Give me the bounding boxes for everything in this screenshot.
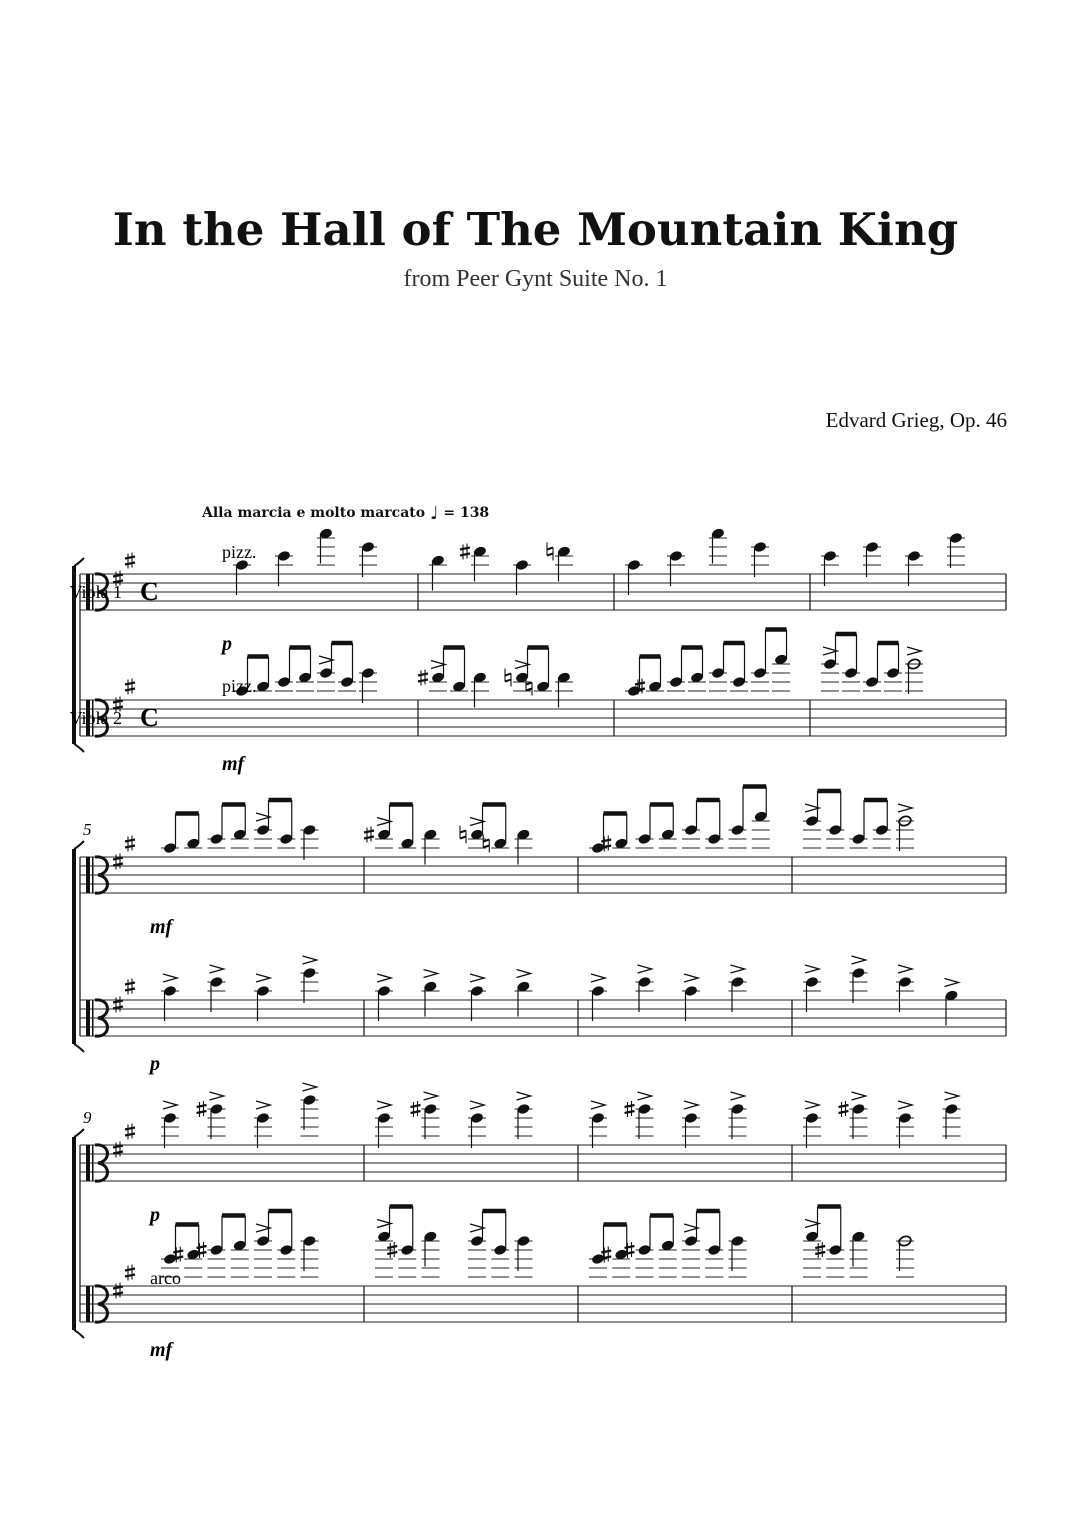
score-subtitle: from Peer Gynt Suite No. 1 [403,266,668,292]
instrument-label-viola-2: Viola 2 [69,708,122,728]
accent-mark [805,965,819,973]
accent-mark [898,804,912,812]
sharp-bar [625,1246,635,1248]
accent-mark [377,974,391,982]
accent-mark [470,974,484,982]
sharp-bar [364,831,374,833]
natural-bar [483,840,489,842]
accent-mark [684,974,698,982]
alto-clef-thick-bar [86,1000,90,1036]
pizzicato-marking: pizz. [222,676,257,696]
sharp-icon [460,544,470,560]
sharp-bar [113,1001,123,1003]
accent-mark [470,1101,484,1109]
natural-icon [483,835,489,853]
sharp-bar [125,557,135,559]
dynamic-marking: p [150,1053,160,1075]
natural-bar [547,554,553,556]
sharp-bar [601,840,611,842]
tempo-text: Alla marcia e molto marcato [202,505,426,521]
accent-mark [210,965,224,973]
sharp-bar [839,1111,849,1113]
pizzicato-marking: pizz. [222,542,257,562]
sharp-bar [197,1105,207,1107]
natural-bar [526,689,532,691]
accent-mark [898,965,912,973]
key-sharp-c-icon [125,1265,135,1281]
sharp-bar [460,548,470,550]
score-title: In the Hall of The Mountain King [112,203,959,256]
natural-icon [505,669,511,687]
accent-mark [731,1092,745,1100]
dynamic-marking: mf [150,916,173,938]
key-sharp-f-icon [113,1283,123,1299]
dynamic-marking: mf [222,753,245,775]
accent-mark [898,1101,912,1109]
sharp-bar [625,1105,635,1107]
key-sharp-c-icon [125,1124,135,1140]
common-time-icon: C [140,577,159,606]
sharp-bar [125,563,135,565]
sharp-bar [173,1251,183,1253]
sharp-bar [601,1251,611,1253]
accent-mark [303,1083,317,1091]
key-sharp-f-icon [113,854,123,870]
key-sharp-f-icon [113,997,123,1013]
bracket-top-hook [74,841,84,849]
natural-bar [505,674,511,676]
sharp-icon [839,1101,849,1117]
key-sharp-c-icon [125,679,135,695]
accent-mark [210,1092,224,1100]
natural-bar [526,683,532,685]
bracket-bottom-hook [74,1330,84,1338]
accent-mark [852,956,866,964]
sharp-bar [113,701,123,703]
dynamic-marking: p [150,1204,160,1226]
sharp-bar [125,1128,135,1130]
natural-bar [460,837,466,839]
dynamic-marking: mf [150,1339,173,1361]
measure-number: 5 [83,820,92,839]
sharp-bar [387,1246,397,1248]
natural-icon [547,543,553,561]
alto-clef-thin-bar [92,1000,94,1036]
dynamic-marking: p [222,633,232,655]
sharp-bar [387,1252,397,1254]
alto-clef-thin-bar [92,1145,94,1181]
sharp-bar [125,846,135,848]
accent-mark [424,1092,438,1100]
metronome-value: = 138 [443,505,490,521]
sharp-bar [125,683,135,685]
sharp-icon [418,670,428,686]
sharp-bar [839,1105,849,1107]
accent-mark [638,965,652,973]
alto-clef-thin-bar [92,1286,94,1322]
accent-mark [907,647,921,655]
sharp-bar [113,1152,123,1154]
key-sharp-c-icon [125,553,135,569]
composer-credit: Edvard Grieg, Op. 46 [825,408,1007,432]
alto-clef-thick-bar [86,1286,90,1322]
alto-clef-thick-bar [86,857,90,893]
accent-mark [684,1101,698,1109]
key-sharp-c-icon [125,836,135,852]
sharp-bar [125,689,135,691]
quarter-note-icon: ♩ [429,503,439,524]
sharp-bar [113,575,123,577]
sharp-icon [625,1101,635,1117]
accent-mark [377,1101,391,1109]
sharp-icon [197,1101,207,1117]
sharp-bar [113,1146,123,1148]
key-sharp-c-icon [125,979,135,995]
sharp-bar [418,680,428,682]
accent-mark [945,1092,959,1100]
bracket-bottom-hook [74,744,84,752]
alto-clef-thin-bar [92,857,94,893]
bracket-top-hook [74,1129,84,1137]
accent-mark [638,1092,652,1100]
sharp-bar [125,840,135,842]
natural-icon [460,826,466,844]
natural-bar [460,831,466,833]
accent-mark [256,974,270,982]
accent-mark [591,974,605,982]
accent-mark [424,970,438,978]
alto-clef-thick-bar [86,1145,90,1181]
sharp-bar [113,1287,123,1289]
instrument-label-viola-1: Viola 1 [69,582,122,602]
sharp-bar [197,1111,207,1113]
sharp-bar [113,1293,123,1295]
natural-bar [483,846,489,848]
sharp-icon [411,1101,421,1117]
accent-mark [591,1101,605,1109]
sharp-bar [125,1269,135,1271]
sharp-icon [364,827,374,843]
accent-mark [303,956,317,964]
natural-icon [526,678,532,696]
sharp-bar [113,858,123,860]
sharp-bar [113,1007,123,1009]
accent-mark [517,1092,531,1100]
sharp-bar [815,1252,825,1254]
sharp-bar [460,554,470,556]
key-sharp-f-icon [113,1142,123,1158]
accent-mark [731,965,745,973]
accent-mark [163,974,177,982]
sharp-bar [411,1111,421,1113]
bracket-top-hook [74,558,84,566]
common-time-icon: C [140,703,159,732]
bracket-bottom-hook [74,1044,84,1052]
sharp-bar [125,983,135,985]
accent-mark [945,979,959,987]
sharp-bar [113,864,123,866]
accent-mark [805,1101,819,1109]
sharp-bar [125,1275,135,1277]
sharp-bar [125,989,135,991]
sharp-bar [815,1246,825,1248]
natural-bar [547,548,553,550]
sharp-bar [625,1111,635,1113]
accent-mark [517,970,531,978]
sharp-bar [197,1246,207,1248]
accent-mark [852,1092,866,1100]
sharp-bar [418,674,428,676]
sharp-bar [364,837,374,839]
arco-marking: arco [150,1268,181,1288]
accent-mark [163,1101,177,1109]
measure-number: 9 [83,1108,92,1127]
accent-mark [256,1101,270,1109]
natural-bar [505,680,511,682]
sharp-bar [125,1134,135,1136]
sharp-bar [411,1105,421,1107]
